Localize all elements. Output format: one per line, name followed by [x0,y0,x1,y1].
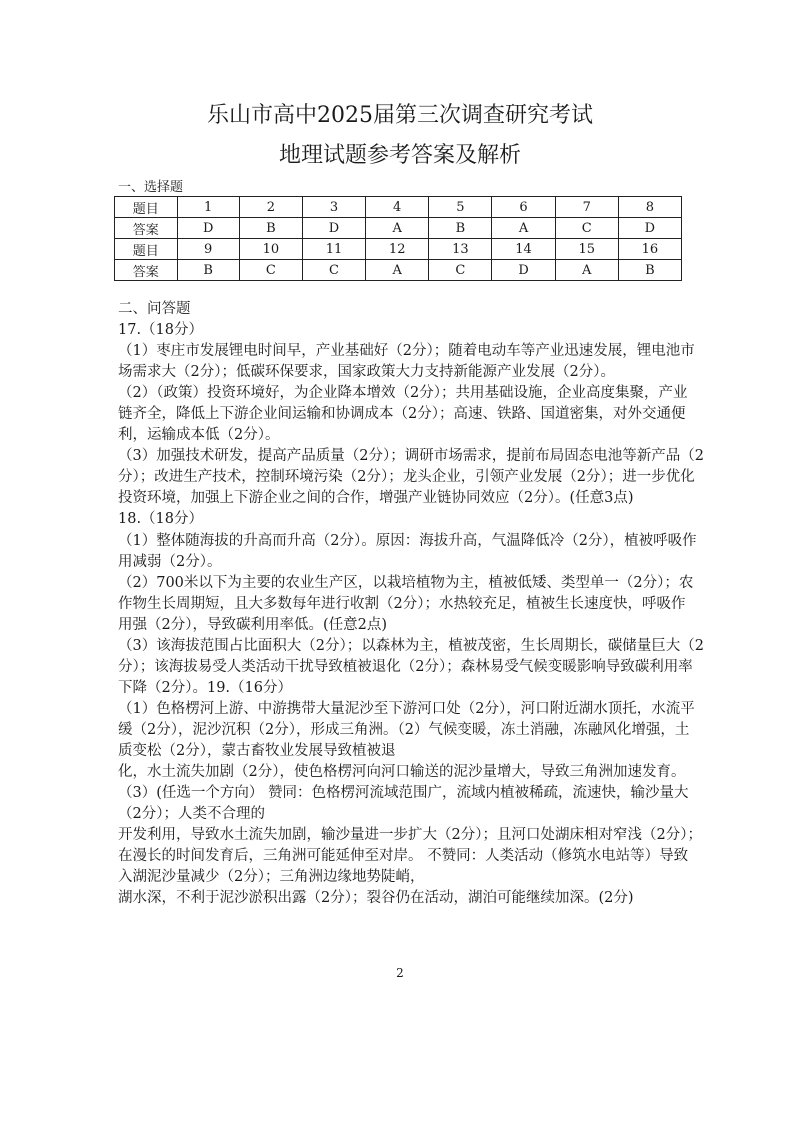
section-heading-choice: 一、选择题 [118,180,184,195]
table-cell: D [492,260,555,281]
table-cell: 8 [618,197,681,218]
table-cell: 答案 [115,260,178,281]
text-line: （3）(任选一个方向） 赞同：色格楞河流域范围广，流域内植被稀疏，流速快，输沙量大 [118,785,689,802]
table-cell: 10 [239,239,302,260]
text-line: （1）色格楞河上游、中游携带大量泥沙至下游河口处（2分），河口附近湖水顶托，水流平 [118,700,695,717]
text-line: 开发利用，导致水土流失加剧，输沙量进一步扩大（2分）；且河口处湖床相对窄浅（2分）； [118,827,702,844]
table-cell: D [302,218,365,239]
text-line: 分）；该海拔易受人类活动干扰导致植被退化（2分）；森林易受气候变暖影响导致碳利用率 [118,658,693,675]
table-cell: 7 [555,197,618,218]
table-cell: D [177,218,239,239]
page-number: 2 [396,966,404,980]
table-cell: 5 [429,197,492,218]
table-cell: 11 [302,239,365,260]
text-line: 分）；改进生产技术，控制环境污染（2分）；龙头企业，引领产业发展（2分）；进一步优化 [118,469,695,486]
table-cell: 13 [429,239,492,260]
table-cell: 14 [492,239,555,260]
answers-body [118,299,708,909]
text-line: （1）整体随海拔的升高而升高（2分）。原因：海拔升高，气温降低冷（2分），植被呼吸作 [118,532,697,549]
text-line: 链齐全，降低上下游企业间运输和协调成本（2分）；高速、铁路、国道密集，对外交通便 [118,406,686,423]
text-line: 湖水深，不利于泥沙淤积出露（2分）；裂谷仍在活动，湖泊可能继续加深。(2分) [118,890,634,907]
table-cell: 2 [239,197,302,218]
table-cell: 9 [177,239,239,260]
text-line: （2分）；人类不合理的 [118,806,265,823]
table-cell: B [429,218,492,239]
table-cell: A [555,260,618,281]
table-cell: C [239,260,302,281]
table-cell: 16 [618,239,681,260]
text-line: 缓（2分），泥沙沉积（2分），形成三角洲。（2）气候变暖，冻土消融，冻融风化增强，土 [118,721,690,738]
answer-table [114,196,682,281]
table-cell: 15 [555,239,618,260]
text-line: 用强（2分），导致碳利用率低。(任意2点) [118,616,388,633]
text-line: 用减弱（2分）。 [118,553,222,570]
text-line: 质变松（2分），蒙古畜牧业发展导致植被退 [118,742,396,759]
text-line: 化，水土流失加剧（2分），使色格楞河向河口输送的泥沙量增大，导致三角洲加速发育。 [118,764,686,781]
table-cell: C [429,260,492,281]
table-cell: 12 [366,239,429,260]
text-line: 作物生长周期短，且大多数每年进行收割（2分）；水热较充足，植被生长速度快，呼吸作 [118,595,686,612]
table-cell: C [302,260,365,281]
table-row [115,218,682,239]
table-cell: 题目 [115,197,178,218]
table-cell: 题目 [115,239,178,260]
document-title: 乐山市高中2025届第三次调查研究考试 [207,103,593,128]
text-line: 二、问答题 [118,301,191,317]
document-subtitle: 地理试题参考答案及解析 [278,143,521,168]
table-cell: 6 [492,197,555,218]
text-line: 在漫长的时间发育后，三角洲可能延伸至对岸。 不赞同：人类活动（修筑水电站等）导致 [118,848,689,865]
table-cell: A [492,218,555,239]
text-line: （1）枣庄市发展锂电时间早，产业基础好（2分）；随着电动车等产业迅速发展，锂电池市 [118,343,695,360]
text-line: （3）加强技术研发，提高产品质量（2分）；调研市场需求，提前布局固态电池等新产品（2 [118,448,704,465]
table-cell: B [239,218,302,239]
table-row [115,239,682,260]
text-line: 入湖泥沙量减少（2分）；三角洲边缘地势陡峭， [118,869,425,886]
table-row [115,197,682,218]
text-line: （2）700米以下为主要的农业生产区，以栽培植物为主，植被低矮、类型单一（2分）；农 [118,574,694,591]
table-cell: B [618,260,681,281]
text-line: 17.（18分） [118,322,204,339]
table-cell: 3 [302,197,365,218]
table-cell: 4 [366,197,429,218]
table-cell: D [618,218,681,239]
table-cell: 1 [177,197,239,218]
text-line: 投资环境，加强上下游企业之间的合作，增强产业链协同效应（2分）。(任意3点) [118,490,634,507]
table-cell: A [366,218,429,239]
text-line: （3）该海拔范围占比面积大（2分）；以森林为主，植被茂密，生长周期长，碳储量巨大（2 [118,637,704,654]
text-line: 场需求大（2分）；低碳环保要求，国家政策大力支持新能源产业发展（2分）。 [118,364,615,381]
table-cell: B [177,260,239,281]
table-cell: 答案 [115,218,178,239]
table-cell: A [366,260,429,281]
text-line: 利，运输成本低（2分）。 [118,427,280,444]
text-line: 18.（18分） [118,511,204,528]
text-line: 下降（2分）。19.（16分） [118,679,292,696]
table-row [115,260,682,281]
table-cell: C [555,218,618,239]
text-line: （2）（政策）投资环境好，为企业降本增效（2分）；共用基础设施，企业高度集聚，产业 [118,385,688,402]
